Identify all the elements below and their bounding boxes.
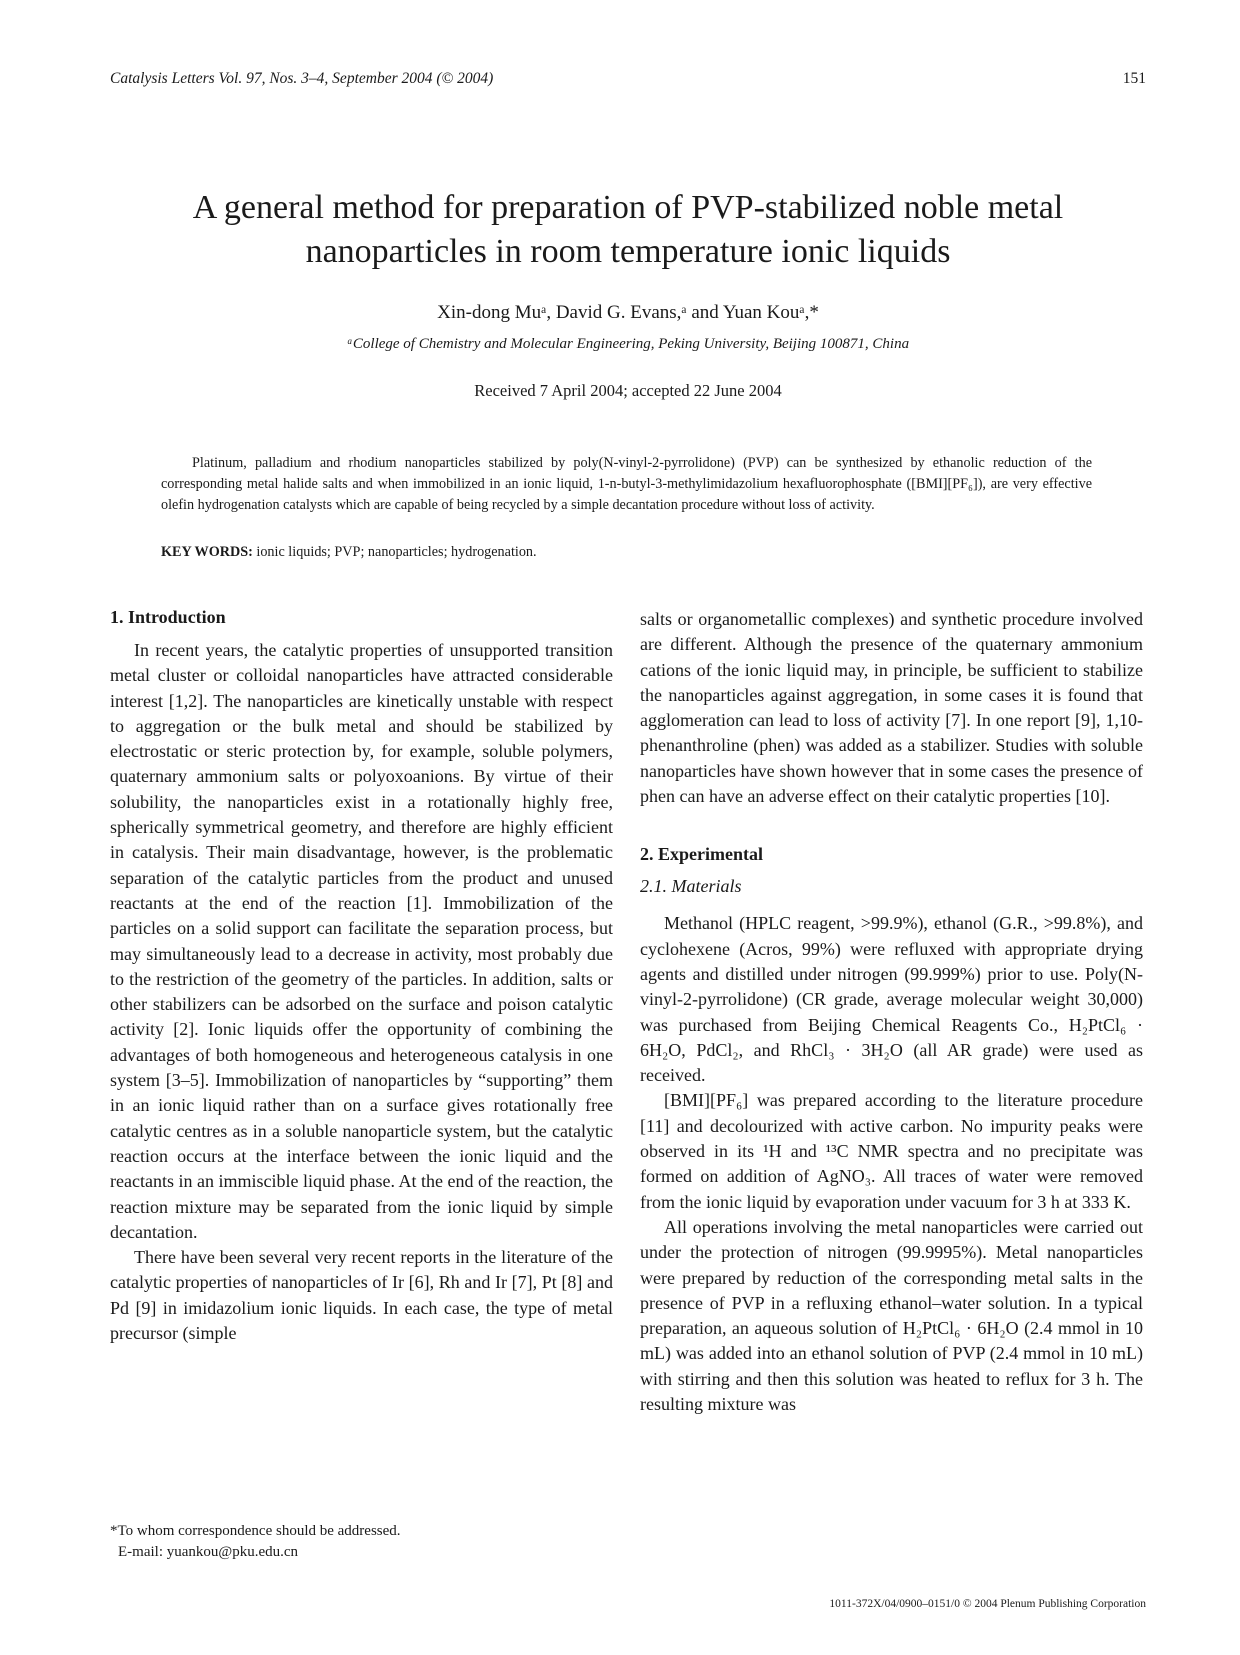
copyright-line: 1011-372X/04/0900–0151/0 © 2004 Plenum Publishing Corporation — [829, 1598, 1146, 1610]
intro-paragraph-1: In recent years, the catalytic properties of unsupported transition metal cluster or colloidal nanoparticles have attracted considerable interest [1,2]. The nanoparticles are kinetically unstable with respect to aggregation or the bulk metal and should be stabilized by electrostatic or steric protection by, for example, soluble polymers, quaternary ammonium salts or polyoxoanions. By virtue of their solubility, the nanoparticles exist in a rotationally highly free, spherically symmetrical geometry, and therefore are highly efficient in catalysis. Their main disadvantage, however, is the problematic separation of the catalytic particles from the product and unused reactants at the end of the reaction [1]. Immobilization of the particles on a solid support can facilitate the separation process, but may simultaneously lead to a decrease in activity, most probably due to the restriction of the geometry of the particles. In addition, salts or other stabilizers can be adsorbed on the surface and poison catalytic activity [2]. Ionic liquids offer the opportunity of combining the advantages of both homogeneous and heterogeneous catalysis in one system [3–5]. Immobilization of nanoparticles by “supporting” them in an ionic liquid rather than on a surface gives rotationally free catalytic centres as in a soluble nanoparticle system, but the catalytic reaction occurs at the interface between the ionic liquid and the reactants in an immiscible liquid phase. At the end of the reaction, the reaction mixture may be separated from the ionic liquid by simple decantation. — [110, 640, 613, 1242]
running-head — [110, 70, 1146, 94]
correspondence-footnote — [110, 1521, 613, 1563]
article-title — [110, 186, 1146, 274]
experimental-heading: 2. Experimental — [640, 844, 763, 865]
section-spacer — [640, 809, 1143, 843]
keywords-label: KEY WORDS: — [161, 544, 253, 560]
left-column — [110, 606, 613, 1346]
page-number: 151 — [1122, 70, 1146, 87]
journal-citation: Catalysis Letters Vol. 97, Nos. 3–4, September 2004 (© 2004) — [110, 70, 494, 87]
abstract: Platinum, palladium and rhodium nanoparticles stabilized by poly(N-vinyl-2-pyrrolidone) (PVP) can be synthesized by ethanolic reduction of the corresponding metal halide salts and when immobilized in an ionic liquid, 1-n-butyl-3-methylimidazolium hexafluorophosphate ([BMI][PF₆]), are very effective olefin hydrogenation catalysts which are capable of being recycled by a simple decantation procedure without loss of activity. — [161, 455, 1092, 513]
received-dates: Received 7 April 2004; accepted 22 June 2004 — [474, 381, 782, 400]
email-address[interactable]: E-mail: yuankou@pku.edu.cn — [118, 1544, 299, 1560]
keywords — [161, 542, 1092, 563]
affiliation: ᵃCollege of Chemistry and Molecular Engineering, Peking University, Beijing 100871, China — [346, 336, 910, 352]
materials-paragraph-3: All operations involving the metal nanoparticles were carried out under the protection of nitrogen (99.9995%). Metal nanoparticles were prepared by reduction of the corresponding metal salts in the presence of PVP in a refluxing ethanol–water solution. In a typical preparation, an aqueous solution of H₂PtCl₆ · 6H₂O (2.4 mmol in 10 mL) was added into an ethanol solution of PVP (2.4 mmol in 10 mL) with stirring and then this solution was heated to reflux for 3 h. The resulting mixture was — [640, 1216, 1143, 1415]
materials-paragraph-1: Methanol (HPLC reagent, >99.9%), ethanol (G.R., >99.8%), and cyclohexene (Acros, 99%) were refluxed with appropriate drying agents and distilled under nitrogen (99.999%) prior to use. Poly(N-vinyl-2-pyrrolidone) (CR grade, average molecular weight 30,000) was purchased from Beijing Chemical Reagents Co., H₂PtCl₆ · 6H₂O, PdCl₂, and RhCl₃ · 3H₂O (all AR grade) were used as received. — [640, 913, 1143, 1086]
title-line-2: nanoparticles in room temperature ionic liquids — [305, 233, 951, 270]
materials-subheading: 2.1. Materials — [640, 876, 742, 897]
correspondence-note: *To whom correspondence should be addressed. — [110, 1523, 401, 1539]
right-column — [640, 607, 1143, 1417]
title-line-1: A general method for preparation of PVP-stabilized noble metal — [192, 189, 1064, 226]
intro-paragraph-2: There have been several very recent reports in the literature of the catalytic properties of nanoparticles of Ir [6], Rh and Ir [7], Pt [8] and Pd [9] in imidazolium ionic liquids. In each case, the type of metal precursor (simple — [110, 1247, 613, 1344]
keywords-text: ionic liquids; PVP; nanoparticles; hydrogenation. — [256, 544, 537, 560]
author-list: Xin-dong Muᵃ, David G. Evans,ᵃ and Yuan Kouᵃ,* — [437, 302, 819, 323]
intro-paragraph-2-continued: salts or organometallic complexes) and synthetic procedure involved are different. Although the presence of the quaternary ammonium cations of the ionic liquid may, in principle, be sufficient to stabilize the nanoparticles against aggregation, in some cases it is found that agglomeration can lead to loss of activity [7]. In one report [9], 1,10-phenanthroline (phen) was added as a stabilizer. Studies with soluble nanoparticles have shown however that in some cases the presence of phen can have an adverse effect on their catalytic properties [10]. — [640, 609, 1143, 807]
materials-paragraph-2: [BMI][PF₆] was prepared according to the literature procedure [11] and decolourized with active carbon. No impurity peaks were observed in its ¹H and ¹³C NMR spectra and no precipitate was formed on addition of AgNO₃. All traces of water were removed from the ionic liquid by evaporation under vacuum for 3 h at 333 K. — [640, 1090, 1143, 1212]
introduction-heading: 1. Introduction — [110, 607, 226, 627]
